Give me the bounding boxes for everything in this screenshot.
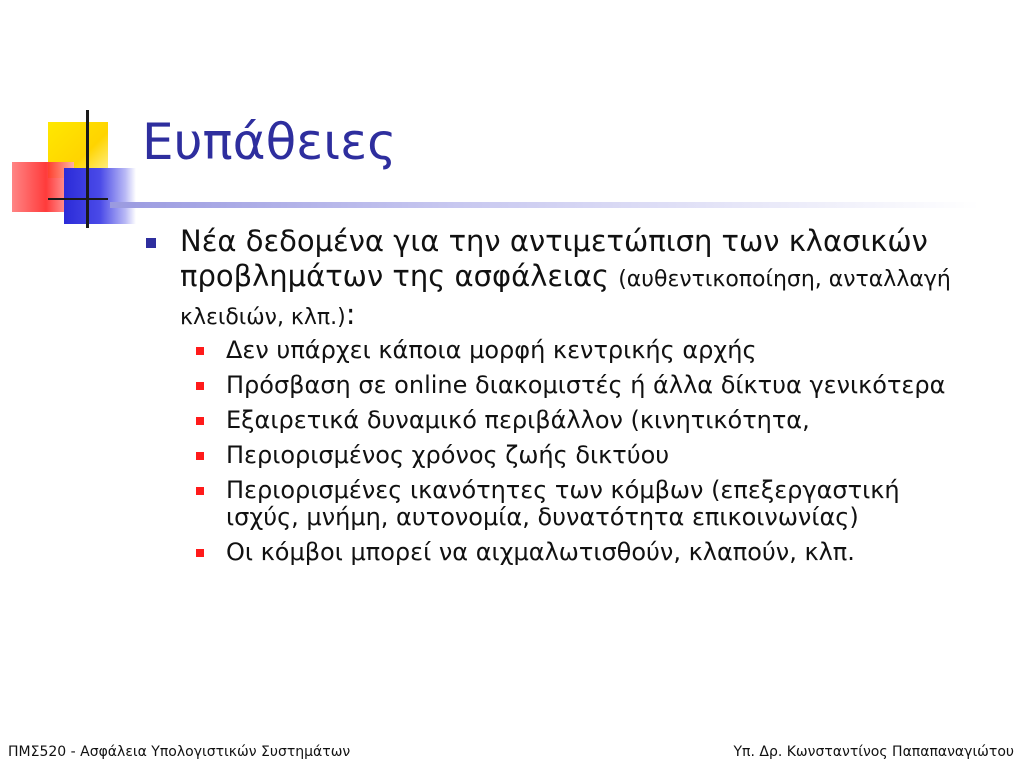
main-bullet-item — [142, 224, 962, 335]
footer-course: ΠΜΣ520 - Ασφάλεια Υπολογιστικών Συστημάτων — [8, 744, 351, 760]
sub-bullet-text: Περιορισμένος χρόνος ζωής δικτύου — [226, 441, 670, 469]
sub-bullet-text: Περιορισμένες ικανότητες των κόμβων (επεξεργαστική ισχύς, μνήμη, αυτονομία, δυνατότητα επικοινωνίας) — [226, 476, 900, 531]
horizontal-line-shape — [48, 198, 108, 200]
vertical-line-shape — [86, 110, 89, 228]
red-square-bullet-icon — [196, 452, 204, 460]
sub-bullet-item — [184, 477, 962, 531]
slide-title: Ευπάθειες — [142, 113, 397, 171]
sub-bullet-text: Εξαιρετικά δυναμικό περιβάλλον (κινητικότητα, — [226, 406, 810, 434]
sub-bullet-text: Δεν υπάρχει κάποια μορφή κεντρικής αρχής — [226, 336, 757, 364]
footer-author: Υπ. Δρ. Κωνσταντίνος Παπαπαναγιώτου — [733, 744, 1014, 760]
sub-bullet-text: Οι κόμβοι μπορεί να αιχμαλωτισθούν, κλαπούν, κλπ. — [226, 538, 855, 566]
red-square-bullet-icon — [196, 347, 204, 355]
blue-square-shape — [64, 168, 136, 224]
blue-square-bullet-icon — [146, 238, 156, 248]
sub-bullet-item — [184, 407, 962, 434]
sub-bullet-item — [184, 442, 962, 469]
red-square-bullet-icon — [196, 382, 204, 390]
red-square-bullet-icon — [196, 417, 204, 425]
title-underline — [110, 202, 980, 208]
sub-bullet-item — [184, 539, 962, 566]
sub-bullet-list — [184, 337, 962, 566]
red-square-bullet-icon — [196, 487, 204, 495]
main-bullet-text: Νέα δεδομένα για την αντιμετώπιση των κλασικών προβλημάτων της ασφάλειας — [180, 224, 928, 293]
sub-bullet-item — [184, 372, 962, 399]
slide-content — [142, 224, 962, 574]
sub-bullet-item — [184, 337, 962, 364]
main-bullet-note: (αυθεντικοποίηση, ανταλλαγή κλειδιών, κλπ.) — [180, 267, 951, 330]
red-square-bullet-icon — [196, 549, 204, 557]
main-bullet-suffix: : — [345, 297, 356, 331]
sub-bullet-text: Πρόσβαση σε online διακομιστές ή άλλα δίκτυα γενικότερα — [226, 371, 946, 399]
